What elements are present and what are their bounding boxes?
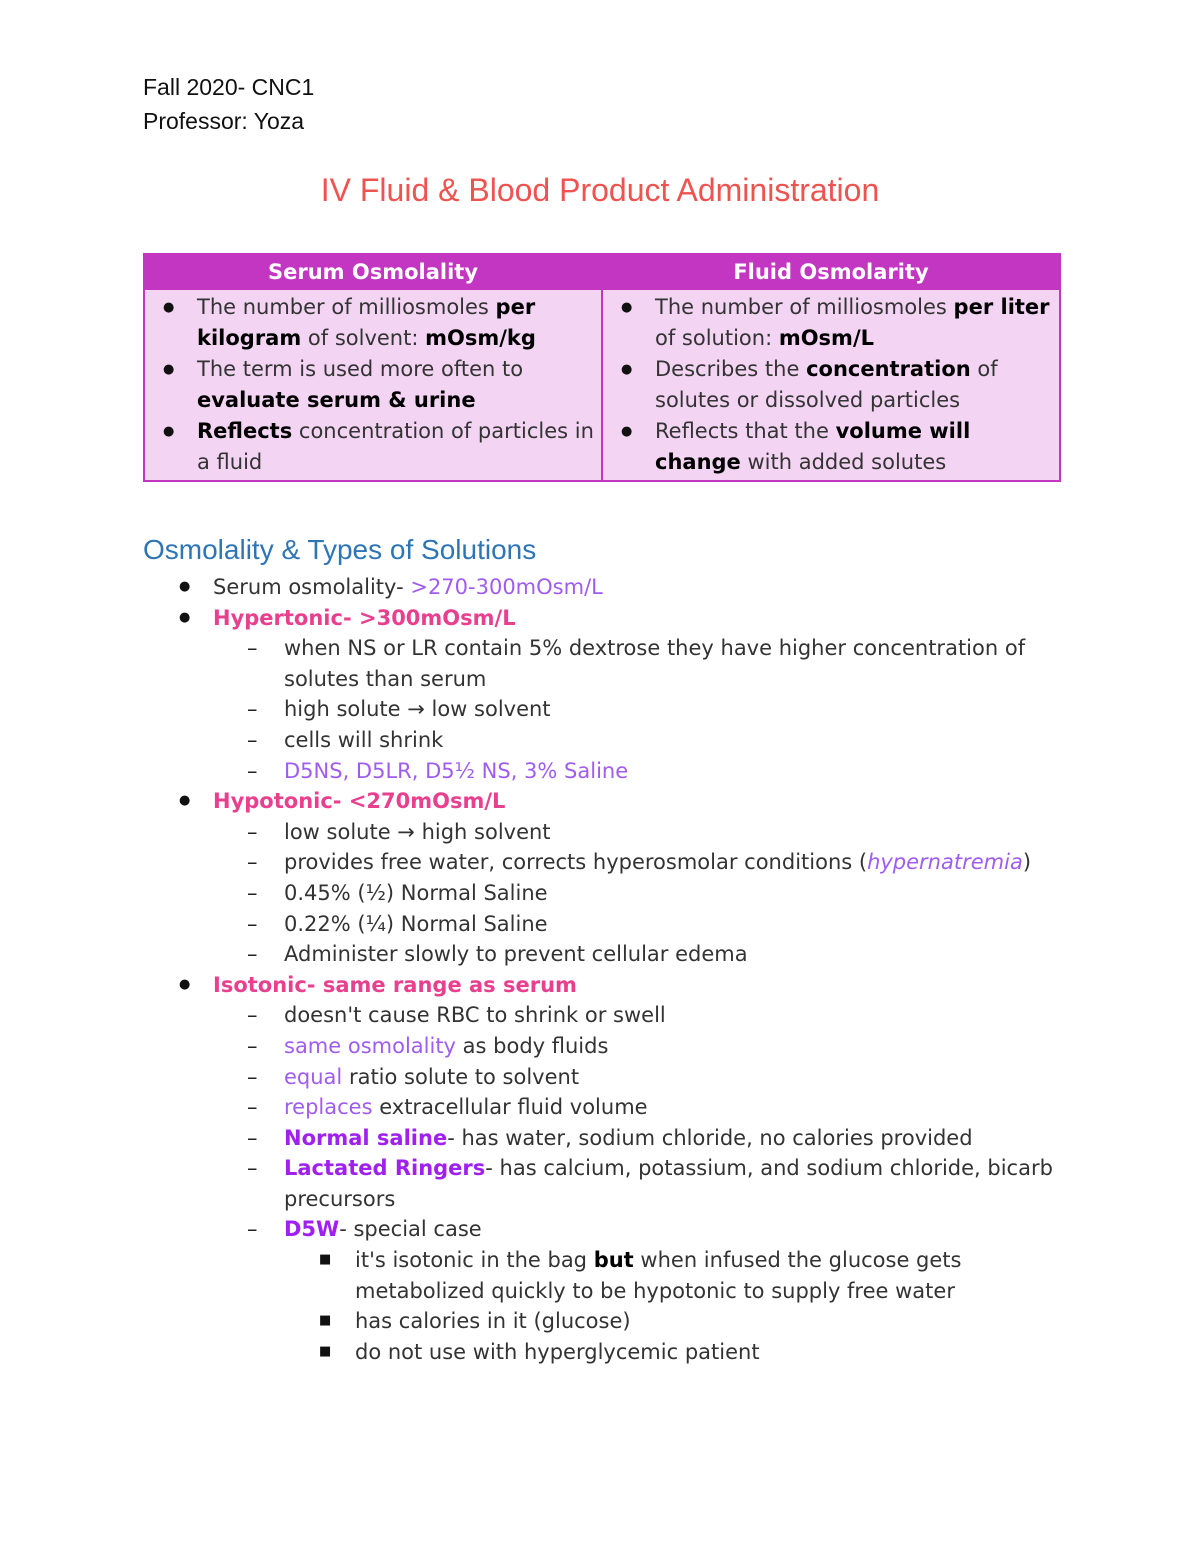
- list-item: – D5NS, D5LR, D5½ NS, 3% Saline: [143, 756, 1063, 787]
- dash-icon: –: [247, 1125, 258, 1150]
- fluid-osmolarity-cell: [602, 289, 1060, 481]
- osmolality-comparison-table: [143, 253, 1061, 482]
- bullet-icon: ●: [179, 976, 191, 992]
- list-item: ● The number of milliosmoles per liter of solution: mOsm/L: [655, 292, 1053, 354]
- dash-icon: –: [247, 1064, 258, 1089]
- dash-icon: –: [247, 1095, 258, 1120]
- serum-osmolality-cell: [144, 289, 602, 481]
- solutions-outline: [143, 572, 1063, 1367]
- hypotonic-item: ● Hypotonic- <270mOsm/L: [143, 786, 1063, 817]
- list-item: ● Reflects concentration of particles in a fluid: [197, 416, 595, 478]
- list-item: – D5W- special case: [143, 1214, 1063, 1245]
- course-line: Fall 2020- CNC1: [143, 74, 315, 100]
- list-item: ● Describes the concentration of solutes or dissolved particles: [655, 354, 1053, 416]
- list-item: ● Reflects that the volume will change with added solutes: [655, 416, 1053, 478]
- dash-icon: –: [247, 819, 258, 844]
- list-item: – same osmolality as body fluids: [143, 1031, 1063, 1062]
- list-item: ■ do not use with hyperglycemic patient: [143, 1337, 1063, 1368]
- section-heading: Osmolality & Types of Solutions: [143, 534, 537, 565]
- list-item: ■ has calories in it (glucose): [143, 1306, 1063, 1337]
- hypertonic-item: ● Hypertonic- >300mOsm/L: [143, 603, 1063, 634]
- list-item: – high solute → low solvent: [143, 694, 1063, 725]
- list-item: – 0.45% (½) Normal Saline: [143, 878, 1063, 909]
- bullet-icon: ●: [179, 609, 191, 625]
- square-bullet-icon: ■: [319, 1343, 332, 1359]
- serum-osmolality-item: ● Serum osmolality- >270-300mOsm/L: [143, 572, 1063, 603]
- list-item: ■ it's isotonic in the bag but when infused the glucose gets metabolized quickly to be hypotonic to supply free water: [143, 1245, 1063, 1306]
- list-item: – provides free water, corrects hyperosmolar conditions (hypernatremia): [143, 847, 1063, 878]
- document-title: IV Fluid & Blood Product Administration: [320, 172, 880, 208]
- fluid-osmolarity-header: Fluid Osmolarity: [602, 254, 1060, 289]
- isotonic-item: ● Isotonic- same range as serum: [143, 970, 1063, 1001]
- serum-osmolality-header: Serum Osmolality: [144, 254, 602, 289]
- dash-icon: –: [247, 1003, 258, 1028]
- dash-icon: –: [247, 697, 258, 722]
- list-item: – cells will shrink: [143, 725, 1063, 756]
- professor-line: Professor: Yoza: [143, 108, 305, 134]
- list-item: – 0.22% (¼) Normal Saline: [143, 909, 1063, 940]
- dash-icon: –: [247, 850, 258, 875]
- dash-icon: –: [247, 758, 258, 783]
- bullet-icon: ●: [179, 579, 191, 594]
- bullet-icon: ●: [179, 793, 191, 809]
- list-item: – Lactated Ringers- has calcium, potassium, and sodium chloride, bicarb precursors: [143, 1153, 1063, 1214]
- list-item: – equal ratio solute to solvent: [143, 1062, 1063, 1093]
- dash-icon: –: [247, 1217, 258, 1242]
- list-item: – Normal saline- has water, sodium chloride, no calories provided: [143, 1123, 1063, 1154]
- dash-icon: –: [247, 1156, 258, 1181]
- square-bullet-icon: ■: [319, 1252, 332, 1268]
- list-item: ● The number of milliosmoles per kilogram of solvent: mOsm/kg: [197, 292, 595, 354]
- dash-icon: –: [247, 942, 258, 967]
- dash-icon: –: [247, 1033, 258, 1058]
- dash-icon: –: [247, 880, 258, 905]
- list-item: ● The term is used more often to evaluate serum & urine: [197, 354, 595, 416]
- list-item: – replaces extracellular fluid volume: [143, 1092, 1063, 1123]
- dash-icon: –: [247, 636, 258, 661]
- list-item: – low solute → high solvent: [143, 817, 1063, 848]
- dash-icon: –: [247, 911, 258, 936]
- list-item: – when NS or LR contain 5% dextrose they have higher concentration of solutes than serum: [143, 633, 1063, 694]
- square-bullet-icon: ■: [319, 1313, 332, 1329]
- list-item: – doesn't cause RBC to shrink or swell: [143, 1000, 1063, 1031]
- list-item: – Administer slowly to prevent cellular edema: [143, 939, 1063, 970]
- dash-icon: –: [247, 727, 258, 752]
